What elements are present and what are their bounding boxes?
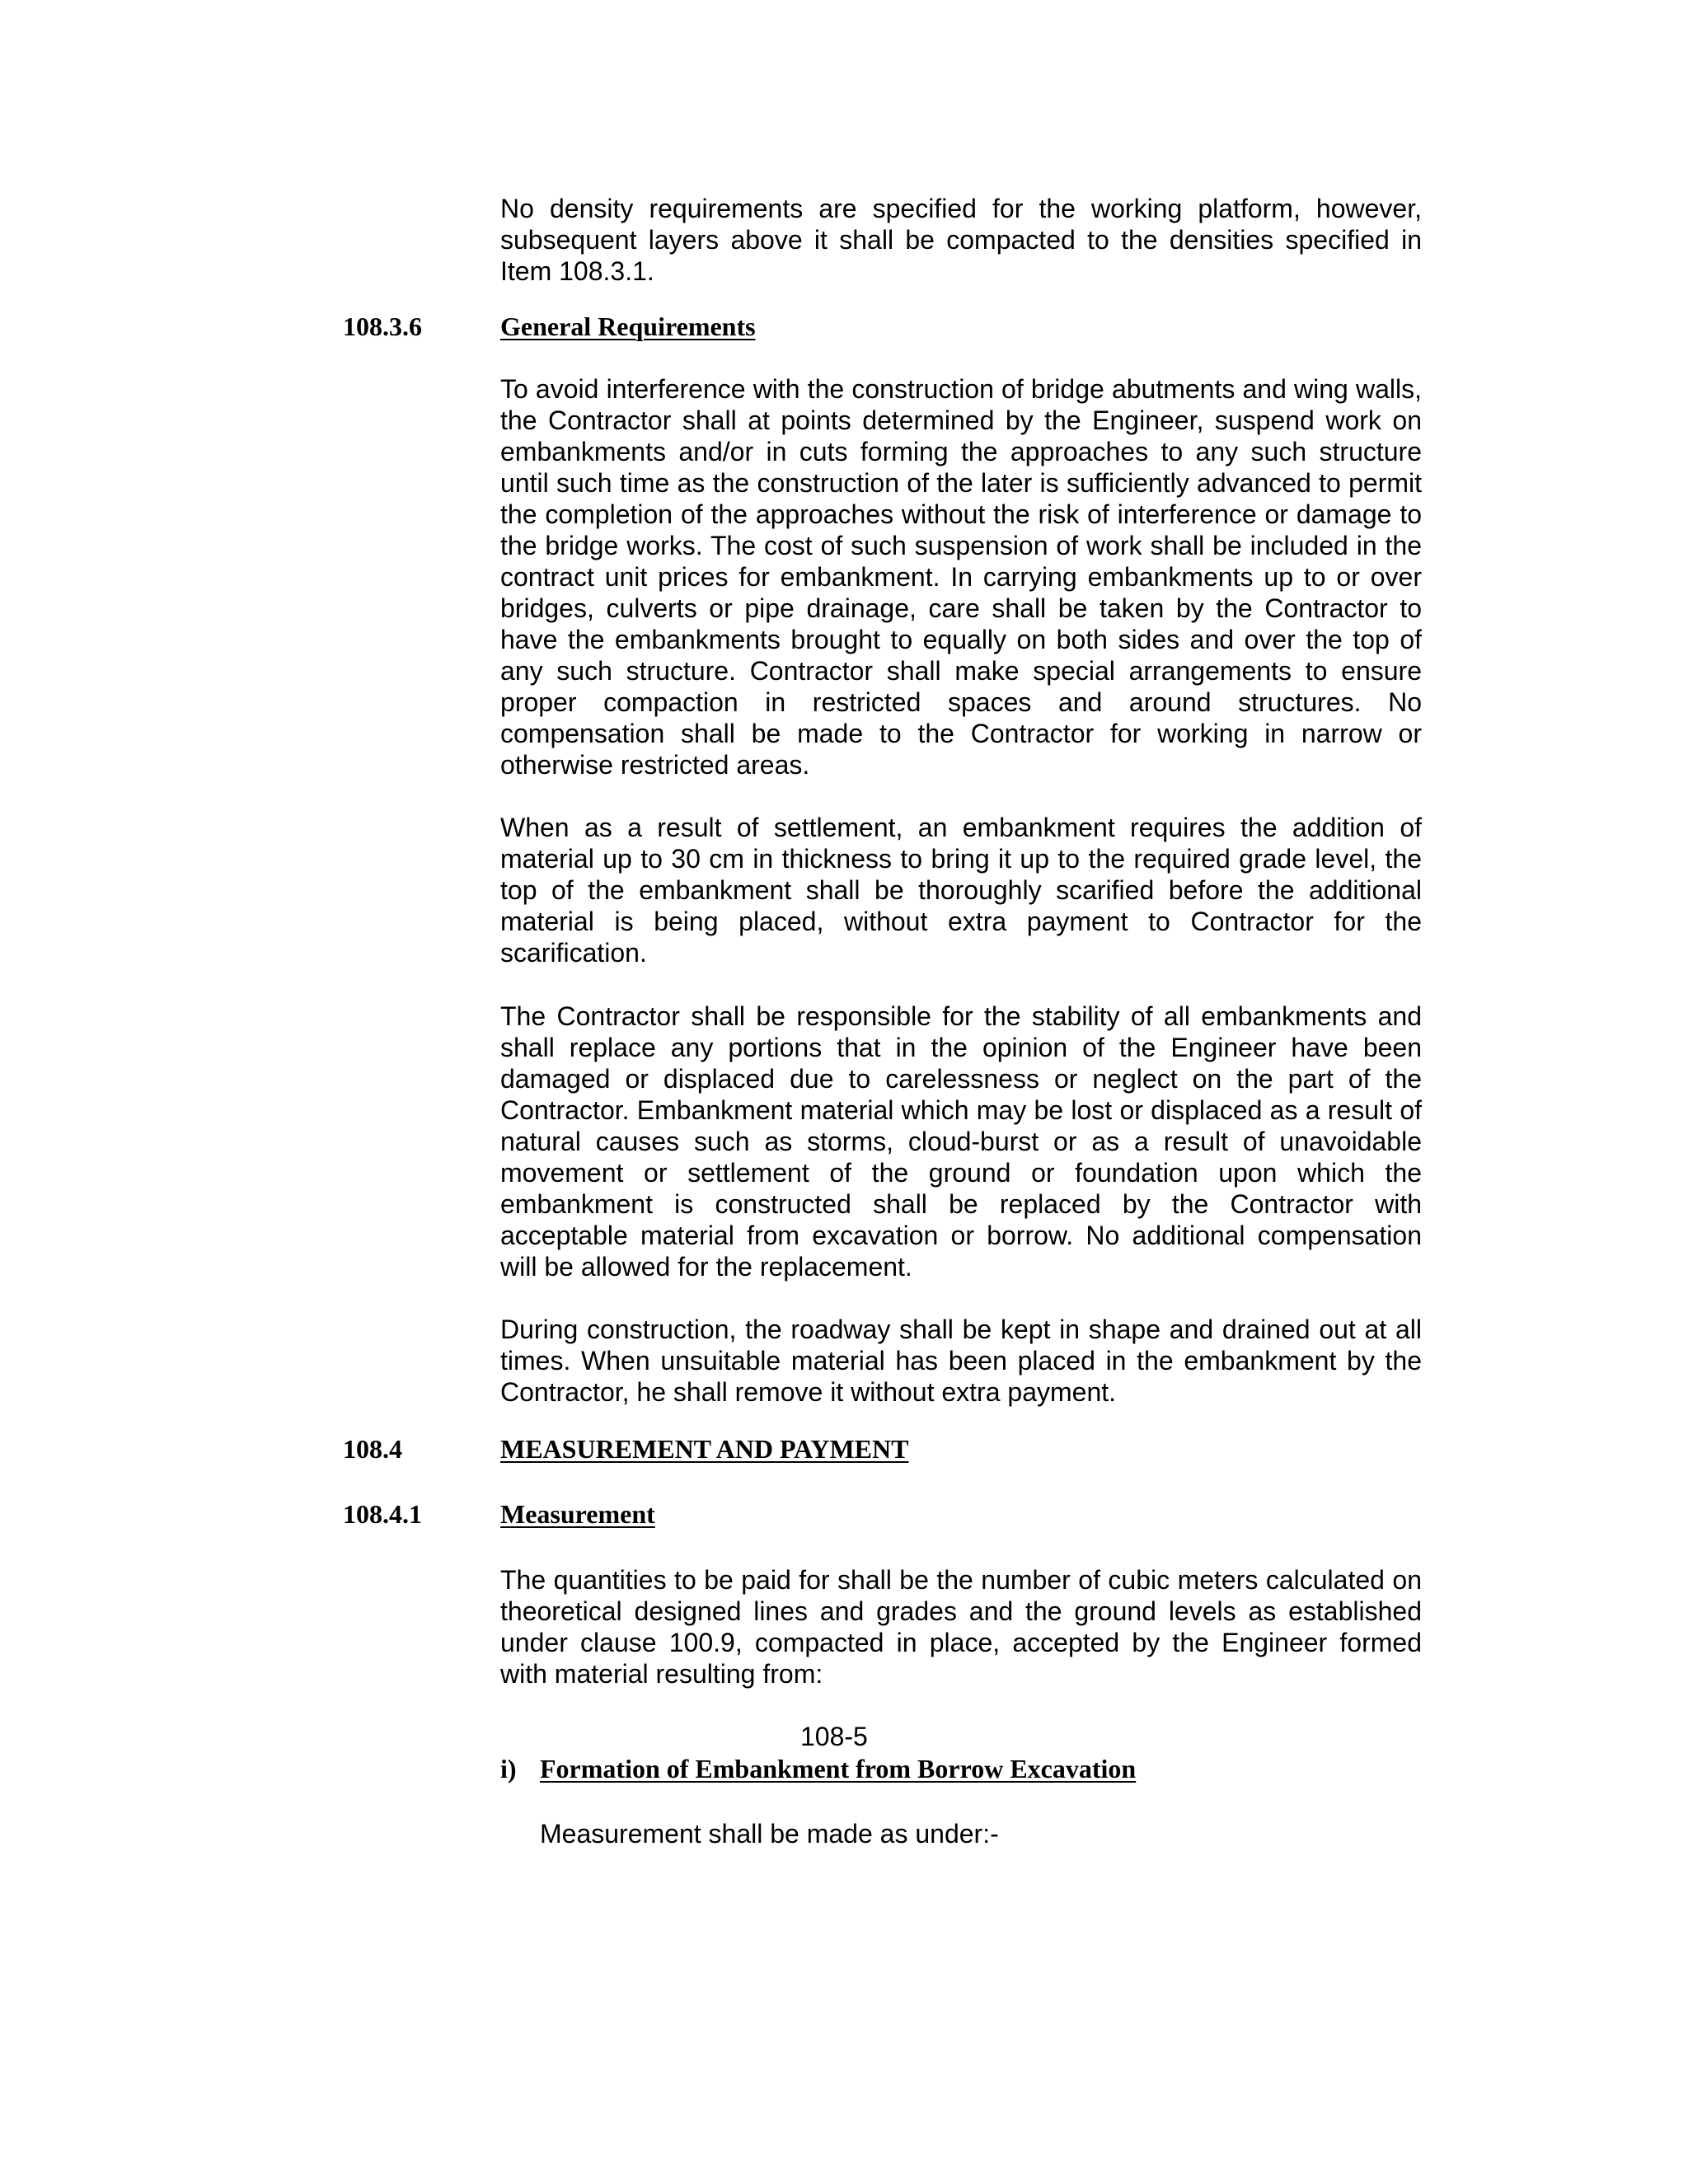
section-number: 108.3.6 xyxy=(343,312,422,341)
section-number: 108.4.1 xyxy=(343,1499,422,1529)
section-heading-108-3-6 xyxy=(343,310,1431,343)
section-title: Measurement xyxy=(500,1499,655,1529)
intro-paragraph: No density requirements are specified for the working platform, however, subsequent layers above it shall be compacted to the densities specified in Item 108.3.1. xyxy=(500,194,1422,286)
subsection-text: Measurement shall be made as under:- xyxy=(540,1819,999,1849)
measurement-paragraph: The quantities to be paid for shall be the number of cubic meters calculated on theoretical designed lines and grades and the ground levels as established under clause 100.9, compacted in place, accepted by the Engineer formed with material resulting from: xyxy=(500,1565,1422,1689)
section-title: MEASUREMENT AND PAYMENT xyxy=(500,1434,909,1464)
page-number: 108-5 xyxy=(800,1722,868,1751)
general-requirements-paragraph: To avoid interference with the construction of bridge abutments and wing walls, the Contractor shall at points determined by the Engineer, suspend work on embankments and/or in cuts forming the approaches to any such structure until such time as the construction of the later is sufficiently advanced to permit the completion of the approaches without the risk of interference or damage to the bridge works. The cost of such suspension of work shall be included in the contract unit prices for embankment. In carrying embankments up to or over bridges, culverts or pipe drainage, care shall be taken by the Contractor to have the embankments brought to equally on both sides and over the top of any such structure. Contractor shall make special arrangements to ensure proper compaction in restricted spaces and around structures. No compensation shall be made to the Contractor for working in narrow or otherwise restricted areas. xyxy=(500,374,1422,780)
section-heading-108-4-1 xyxy=(343,1497,1431,1530)
subsection-heading xyxy=(500,1752,1136,1785)
stability-paragraph: The Contractor shall be responsible for the stability of all embankments and shall replace any portions that in the opinion of the Engineer have been damaged or displaced due to carelessness or neglect on the part of the Contractor. Embankment material which may be lost or displaced as a result of natural causes such as storms, cloud-burst or as a result of unavoidable movement or settlement of the ground or foundation upon which the embankment is constructed shall be replaced by the Contractor with acceptable material from excavation or borrow. No additional compensation will be allowed for the replacement. xyxy=(500,1001,1422,1282)
section-title: General Requirements xyxy=(500,312,756,341)
section-heading-108-4 xyxy=(343,1432,1431,1465)
subsection-title: Formation of Embankment from Borrow Excavation xyxy=(540,1754,1137,1783)
construction-paragraph: During construction, the roadway shall be kept in shape and drained out at all times. When unsuitable material has been placed in the embankment by the Contractor, he shall remove it without extra payment. xyxy=(500,1315,1422,1407)
section-number: 108.4 xyxy=(343,1434,402,1464)
settlement-paragraph: When as a result of settlement, an embankment requires the addition of material up to 30 cm in thickness to bring it up to the required grade level, the top of the embankment shall be thoroughly scarified before the additional material is being placed, without extra payment to Contractor for the scarification. xyxy=(500,813,1422,968)
list-marker: i) xyxy=(500,1754,517,1783)
